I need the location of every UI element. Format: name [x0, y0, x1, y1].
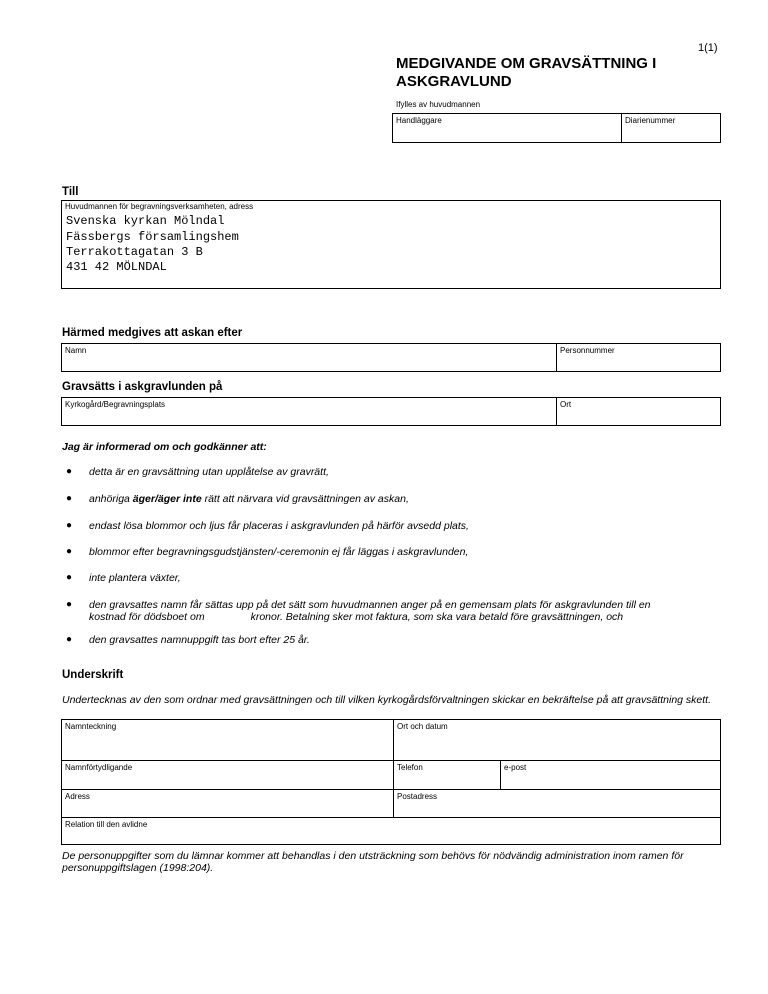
- office-box: [392, 113, 721, 143]
- consent-text: den gravsattes namnuppgift tas bort efter 25 år.: [89, 634, 310, 646]
- postadress-field[interactable]: Postadress: [397, 792, 438, 801]
- till-label: Huvudmannen för begravningsverksamheten, adress: [65, 202, 254, 211]
- signature-grid: [61, 719, 721, 845]
- namnfortydligande-field[interactable]: Namnförtydligande: [65, 763, 133, 772]
- deceased-heading: Härmed medgives att askan efter: [62, 327, 243, 339]
- personnummer-field[interactable]: Personnummer: [560, 346, 615, 355]
- consent-text: kronor. Betalning sker mot faktura, som ska vara betald före gravsättningen, och: [250, 611, 624, 623]
- epost-field[interactable]: e-post: [504, 763, 527, 772]
- namnteckning-field[interactable]: Namnteckning: [65, 722, 117, 731]
- relation-field[interactable]: Relation till den avlidne: [65, 820, 148, 829]
- address-line: Svenska kyrkan Mölndal: [66, 214, 225, 228]
- ort-field[interactable]: Ort: [560, 400, 572, 409]
- consent-text: inte plantera växter,: [89, 572, 181, 584]
- till-address-box[interactable]: [61, 200, 721, 289]
- handlaggare-field[interactable]: Handläggare: [396, 116, 442, 125]
- consent-text: den gravsattes namn får sättas upp på det sätt som huvudmannen anger på en gemensam plats för askgravlunden till en: [89, 599, 651, 611]
- privacy-footer: De personuppgifter som du lämnar kommer att behandlas i den utsträckning som behövs för nödvändig administration inom ramen för personuppgiftslagen (1998:204).: [62, 850, 684, 874]
- consent-choice[interactable]: äger/äger inte: [132, 493, 202, 505]
- diarienummer-field[interactable]: Diarienummer: [625, 116, 676, 125]
- namn-field[interactable]: Namn: [65, 346, 87, 355]
- signature-intro: Undertecknas av den som ordnar med gravsättningen och till vilken kyrkogårdsförvaltningen skickar en bekräftelse på att gravsättning skett.: [62, 694, 712, 706]
- consent-text: rätt att närvara vid gravsättningen av askan,: [201, 493, 409, 505]
- adress-field[interactable]: Adress: [65, 792, 90, 801]
- signature-heading: Underskrift: [62, 669, 124, 681]
- address-line: Terrakottagatan 3 B: [66, 245, 203, 259]
- place-box: [61, 397, 721, 426]
- consent-text: kostnad för dödsboet om: [89, 611, 205, 623]
- consent-text: anhöriga: [89, 493, 133, 505]
- kyrkogard-field[interactable]: Kyrkogård/Begravningsplats: [65, 400, 166, 409]
- till-heading: Till: [62, 186, 79, 198]
- ort-datum-field[interactable]: Ort och datum: [397, 722, 448, 731]
- address-line: Fässbergs församlingshem: [66, 230, 239, 244]
- consent-text: endast lösa blommor och ljus får placeras i askgravlunden på härför avsedd plats,: [89, 520, 469, 532]
- informed-heading-text: Jag är informerad om och godkänner att:: [62, 441, 267, 453]
- address-line: 431 42 MÖLNDAL: [66, 260, 167, 274]
- consent-text: detta är en gravsättning utan upplåtelse av gravrätt,: [89, 466, 329, 478]
- consent-text: blommor efter begravningsgudstjänsten/-ceremonin ej får läggas i askgravlunden,: [89, 546, 469, 558]
- fill-note: Ifylles av huvudmannen: [396, 100, 481, 109]
- form-title: MEDGIVANDE OM GRAVSÄTTNING I ASKGRAVLUND: [396, 55, 657, 90]
- page-number: 1(1): [698, 42, 718, 54]
- informed-heading: [62, 441, 267, 453]
- deceased-box: [61, 343, 721, 372]
- place-heading: Gravsätts i askgravlunden på: [62, 381, 223, 393]
- telefon-field[interactable]: Telefon: [397, 763, 423, 772]
